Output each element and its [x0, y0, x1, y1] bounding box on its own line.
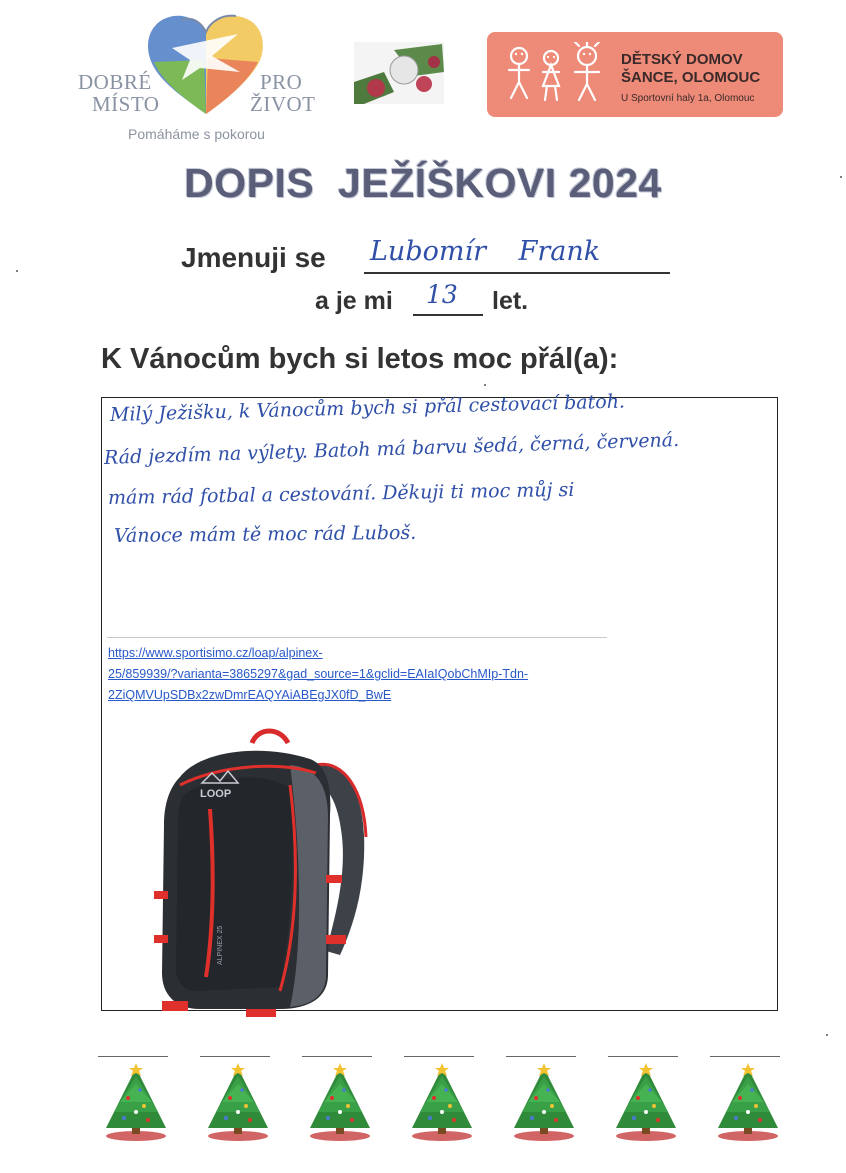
- christmas-tree-icon: [508, 1062, 580, 1142]
- christmas-tree-icon: [712, 1062, 784, 1142]
- handwritten-line: Vánoce mám tě moc rád Luboš.: [113, 521, 417, 547]
- page-title: DOPIS JEŽÍŠKOVI 2024: [184, 160, 662, 206]
- tree-underline: [404, 1056, 474, 1057]
- name-underline: [364, 272, 670, 274]
- scan-speck: [16, 270, 18, 272]
- age-underline: [413, 314, 483, 316]
- logo-word-pro: PRO: [260, 70, 303, 94]
- age-label: a je mi: [315, 287, 393, 315]
- christmas-tree-icon: [406, 1062, 478, 1142]
- childrens-home-badge: [487, 32, 783, 117]
- tree-underline: [200, 1056, 270, 1057]
- scan-speck: [484, 384, 486, 386]
- handwritten-line: Milý Ježišku, k Vánocům bych si přál cestovací batoh.: [109, 390, 626, 426]
- pasted-section-divider: [107, 637, 607, 638]
- product-url-line[interactable]: 25/859939/?varianta=3865297&gad_source=1&gclid=EAIaIQobChMIp-Tdn-: [108, 667, 529, 681]
- tree-underline: [302, 1056, 372, 1057]
- backpack-side-label: ALPINEX 25: [217, 925, 224, 965]
- christmas-tree-icon: [202, 1062, 274, 1142]
- badge-address: U Sportovní haly 1a, Olomouc: [621, 93, 755, 104]
- tree-underline: [506, 1056, 576, 1057]
- logo-word-misto: MÍSTO: [92, 92, 160, 116]
- logo-dobre-misto-pro-zivot: [70, 8, 320, 148]
- scan-speck: [840, 176, 842, 178]
- christmas-tree-icon: [100, 1062, 172, 1142]
- logo-tagline: Pomáháme s pokorou: [128, 126, 265, 142]
- handwritten-line: Rád jezdím na výlety. Batoh má barvu šedá, černá, červená.: [103, 428, 680, 469]
- christmas-tree-icon: [610, 1062, 682, 1142]
- badge-title-line2: ŠANCE, OLOMOUC: [621, 69, 761, 86]
- tree-underline: [98, 1056, 168, 1057]
- badge-title-line1: DĚTSKÝ DOMOV: [621, 51, 743, 68]
- name-label: Jmenuji se: [181, 242, 326, 273]
- name-field-value: Lubomír Frank: [370, 236, 601, 267]
- backpack-brand-mark: LOOP: [200, 788, 232, 800]
- age-unit-label: let.: [492, 287, 529, 315]
- scan-speck: [826, 1034, 828, 1036]
- product-url-line[interactable]: 2ZiQMVUpSDBx2zwDmrEAQYAiABEgJX0fD_BwE: [108, 688, 392, 702]
- tree-underline: [608, 1056, 678, 1057]
- handwritten-line: mám rád fotbal a cestování. Děkuji ti moc můj si: [107, 478, 575, 509]
- tree-underline: [710, 1056, 780, 1057]
- logo-word-zivot: ŽIVOT: [250, 92, 316, 116]
- kids-drawing-icon: [501, 42, 609, 106]
- logo-word-dobre: DOBRÉ: [78, 70, 152, 94]
- backpack-image: [140, 725, 390, 1020]
- age-field-value: 13: [426, 280, 458, 309]
- christmas-tree-icon: [304, 1062, 376, 1142]
- christmas-decoration-photo: [354, 42, 444, 104]
- wish-heading: K Vánocům bych si letos moc přál(a):: [101, 343, 619, 375]
- product-url-line[interactable]: https://www.sportisimo.cz/loap/alpinex-: [108, 646, 323, 660]
